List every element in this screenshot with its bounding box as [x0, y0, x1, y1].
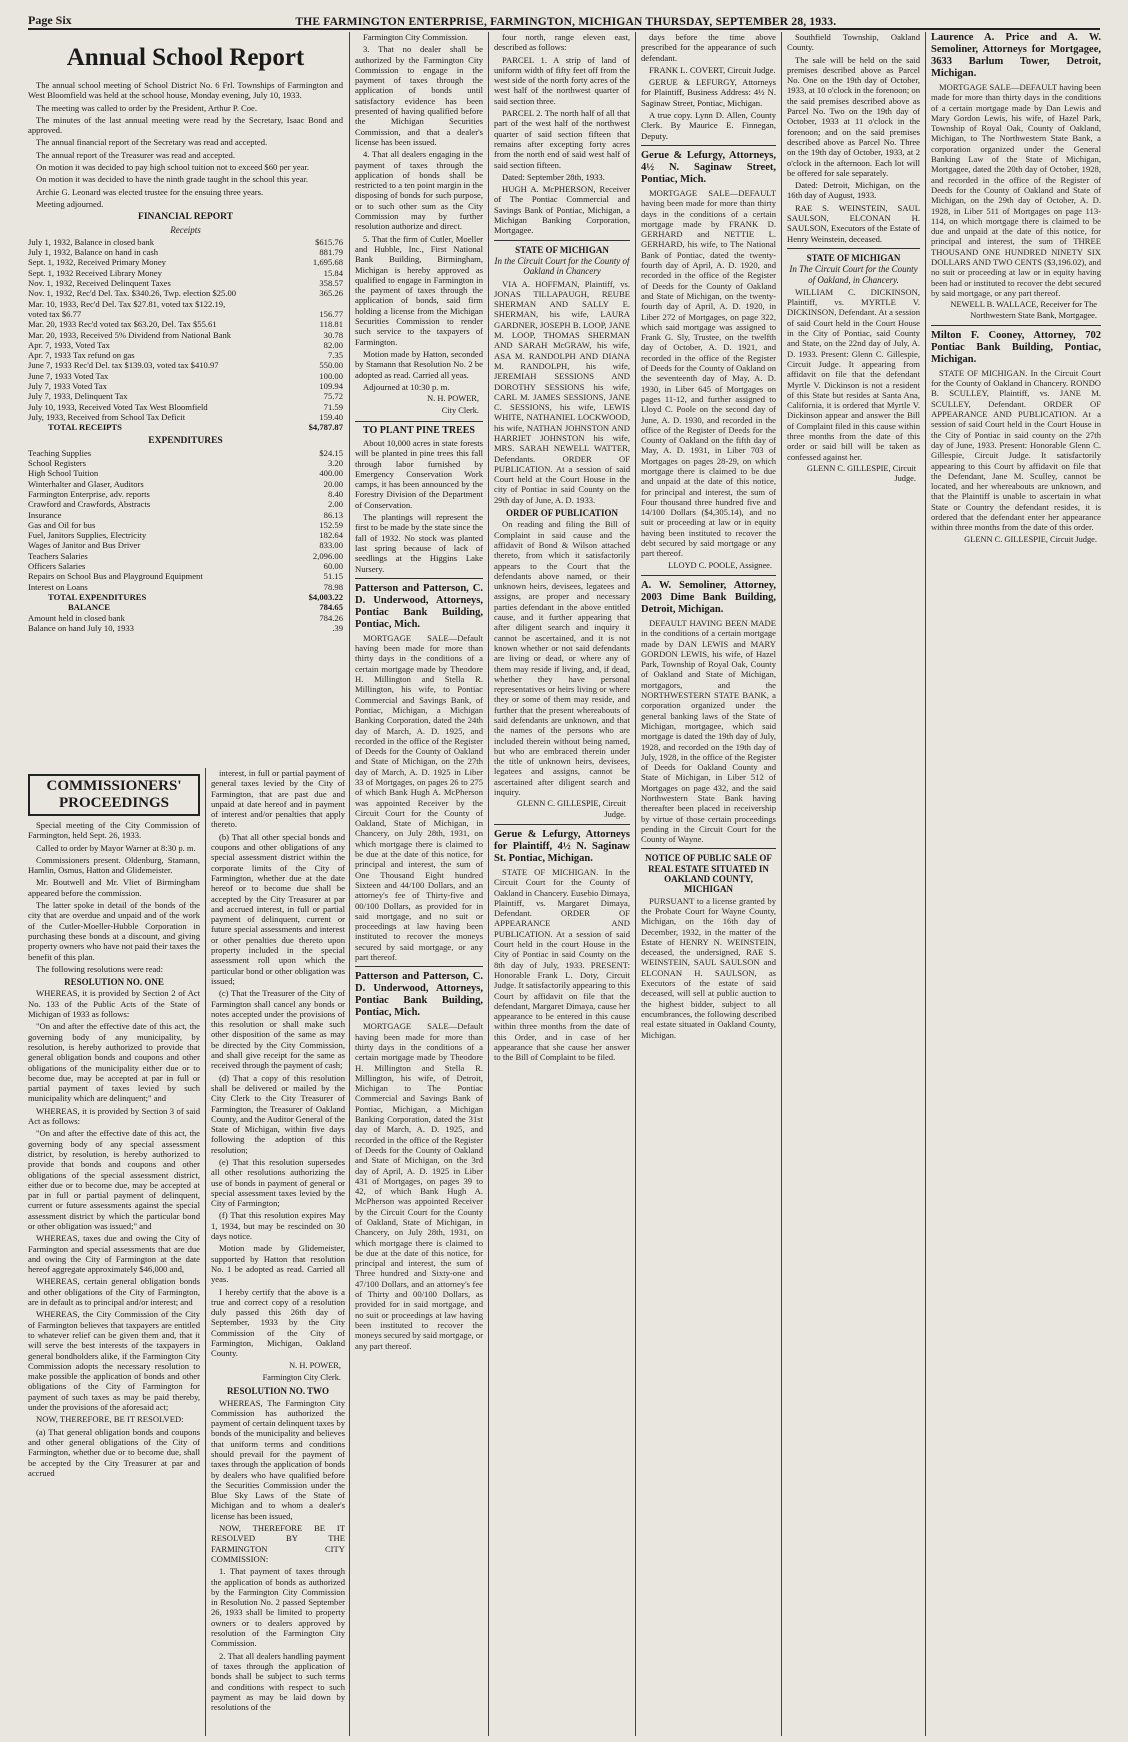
paragraph: PARCEL 2. The north half of all that part of the west half of the northwest quarter of said section fifteen that remains after excepting forty acres from the north end of said west half of said section fifteen. — [494, 108, 630, 170]
ledger-row — [28, 582, 343, 592]
ledger-row — [28, 489, 343, 499]
ledger-row — [28, 237, 343, 247]
legal-notice-heading: Gerue & Lefurgy, Attorneys, 4½ N. Saginaw Street, Pontiac, Mich. — [641, 149, 776, 185]
paragraph: 5. That the firm of Cutler, Moeller and Hubble, Inc., First National Bank Building, Birmingham, Michigan is hereby approved as qualified to engage in Farmington in the payment of taxes through the application of bonds, said firm holding a license from the Michigan Securities Commission to render such service to the taxpayers of Farmington. — [355, 233, 483, 347]
ledger-amount: 82.00 — [323, 339, 343, 350]
ledger-label: Nov. 1, 1932, Rec'd Del. Tax. $340.26, Twp. election $25.00 — [28, 288, 237, 299]
paragraph: The annual school meeting of School District No. 6 Frl. Townships of Farmington and West Bloomfield was held at the school house, Monday evening, July 10, 1933. — [28, 80, 343, 101]
paragraph: HUGH A. McPHERSON, Receiver of The Pontiac Commercial and Savings Bank of Pontiac, Michigan, a Michigan Banking Corporation, Mortgagee. — [494, 184, 630, 236]
paragraph: WHEREAS, taxes due and owing the City of Farmington and special assessments that are due and owing the City of Farmington at the date hereof aggregate approximately $46,000 and, — [28, 1233, 200, 1275]
ledger-label: Apr. 7, 1933, Voted Tax — [28, 339, 110, 350]
ledger-amount: .39 — [332, 622, 343, 633]
paragraph: FRANK L. COVERT, Circuit Judge. — [649, 64, 776, 75]
paragraph: 4. That all dealers engaging in the payment of taxes through the application of bonds shall be restricted to a ten point margin in the disposing of bonds for such purpose, or to such other sum as the City Commission may by further resolution authorize and direct. — [355, 149, 483, 232]
ledger-amount: 358.57 — [319, 278, 343, 289]
ledger-row — [28, 613, 343, 623]
ledger-label: July 7, 1933 Voted Tax — [28, 381, 107, 392]
ledger-label: Teachers Salaries — [28, 550, 88, 561]
judge-signature: GLENN C. GILLESPIE, Circuit Judge. — [964, 534, 1097, 544]
ledger-amount: 152.59 — [319, 519, 343, 530]
legal-notice-body: WILLIAM C. DICKINSON, Plaintiff, vs. MYRTLE V. DICKINSON, Defendant. At a session of said Court held in the Court House in the City of Pontiac, said County and State, on the 22nd day of July, A. D. 1933. Present: Glenn C. Gillespie, Circuit Judge. It appearing from affidavit on file that the defendant Myrtle V. Dickinson is not a resident of this State but resides at Santa Ana, California, it is ordered that Myrtle V. Dickinson appear and answer the Bill of Complaint filed in this cause within three months from the date of this order or said bill will be taken as confessed against her. — [787, 286, 920, 462]
legal-notice-heading: Patterson and Patterson, C. D. Underwood, Attorneys, Pontiac Bank Building, Pontiac, Mich. — [355, 971, 483, 1019]
ledger-label: Repairs on School Bus and Playground Equipment — [28, 571, 203, 582]
ledger-label: July 10, 1933, Received Voted Tax West Bloomfield — [28, 401, 208, 412]
ledger-amount: $615.76 — [315, 236, 343, 247]
receiver-signature: NEWELL B. WALLACE, Receiver for The Northwestern State Bank, Mortgagee. — [950, 300, 1097, 320]
paragraph: The minutes of the last annual meeting were read by the Secretary, Isaac Bond and approved. — [28, 114, 343, 136]
paragraph: (f) That this resolution expires May 1, 1934, but may be rescinded on 30 days notice. — [211, 1210, 345, 1242]
ledger-row — [28, 309, 343, 319]
paragraph: Motion made by Glidemeister, supported by Hatton that resolution No. 1 be adopted as read. Carried all yeas. — [211, 1243, 345, 1285]
ledger-amount: 86.13 — [323, 509, 343, 520]
legal-notice-heading: A. W. Semoliner, Attorney, 2003 Dime Bank Building, Detroit, Michigan. — [641, 579, 776, 615]
ledger-row — [28, 458, 343, 468]
ledger-row — [28, 468, 343, 478]
paragraph: WHEREAS, it is provided by Section 3 of said Act as follows: — [28, 1105, 200, 1127]
paragraph: Called to order by Mayor Warner at 8:30 p. m. — [36, 842, 196, 853]
ledger-row — [28, 623, 343, 633]
ledger-row — [28, 571, 343, 581]
paragraph: 1. That payment of taxes through the application of bonds as authorized by the Farmington City Commission in Resolution No. 2 passed September 26, 1933 shall be limited to property owners or to dealers approved by resolution of the Farmington City Commission. — [211, 1566, 345, 1649]
ledger-row — [28, 381, 343, 391]
resolution-two-title: RESOLUTION NO. TWO — [226, 1386, 330, 1397]
ledger-amount: 51.15 — [323, 571, 343, 582]
paragraph: WHEREAS, it is provided by Section 2 of Act No. 133 of the Public Acts of the State of Michigan of 1933 as follows: — [28, 988, 200, 1020]
legal-notice-body: STATE OF MICHIGAN. In the Circuit Court for the County of Oakland in Chancery. Eusebio Dimaya, Plaintiff, vs. Margaret Dimaya, Defendant. ORDER OF APPEARANCE AND PUBLICATION. At a session of said Court held in the court House in the City of Pontiac in said County on the 8th day of July, 1933. PRESENT: Honorable Frank L. Doty, Circuit Judge. It satisfactorily appearing to this Court by affidavit on file that the defendant, Margaret Dimaya, cause her appearance to be entered in this cause within three months from the date of this Order, and in case of her appearance that she cause her answer to the Bill of Complaint to be filed. — [494, 866, 630, 1063]
paragraph: (d) That a copy of this resolution shall be delivered or mailed by the City Clerk to the City Treasurer of Farmington, the Treasurer of Oakland County, and the Auditor General of the State of Michigan, within five days following the adoption of this resolution; — [211, 1072, 345, 1155]
paragraph: Commissioners present. Oldenburg, Stamann, Hamlin, Osmus, Hatton and Glidemeister. — [28, 854, 200, 876]
column-rule — [349, 32, 350, 1736]
ledger-amount: 71.59 — [323, 401, 343, 412]
newspaper-header: THE FARMINGTON ENTERPRISE, FARMINGTON, MICHIGAN THURSDAY, SEPTEMBER 28, 1933. — [295, 16, 837, 28]
paragraph: interest, in full or partial payment of general taxes levied by the City of Farmington, that are past due and unpaid at date hereof and in payment of interest and/or penalties that apply thereto. — [211, 768, 345, 830]
ledger-amount: 159.40 — [319, 411, 343, 422]
column-rule — [488, 32, 489, 1736]
ledger-row — [28, 268, 343, 278]
ledger-amount: 60.00 — [323, 561, 343, 572]
ledger-row — [28, 448, 343, 458]
paragraph: NOW, THEREFORE BE IT RESOLVED BY THE FARMINGTON CITY COMMISSION: — [211, 1523, 345, 1564]
resolution-continuation — [211, 768, 345, 1736]
total-expenditures-label: TOTAL EXPENDITURES — [48, 591, 147, 602]
closing-table — [28, 613, 343, 634]
ledger-row — [28, 520, 343, 530]
page-number: Page Six — [28, 13, 72, 27]
ledger-amount: 109.94 — [319, 381, 343, 392]
assignee-signature: LLOYD C. POOLE, Assignee. — [668, 560, 772, 570]
clerk-signature: N. H. POWER, — [289, 1360, 341, 1370]
total-expenditures-row — [28, 592, 343, 613]
order-publication-title: ORDER OF PUBLICATION — [505, 508, 618, 519]
paragraph: Farmington City Commission. — [363, 32, 468, 42]
ledger-label: Mar. 20, 1933, Received 5% Dividend from National Bank — [28, 329, 232, 340]
ledger-row — [28, 330, 343, 340]
column-legal-notices-3 — [787, 32, 920, 1736]
legal-notice-body: MORTGAGE SALE—Default having been made for more than thirty days in the conditions of a certain mortgage made by Theodore H. Millington and Stella R. Millington, his wife, to Pontiac Commercial and Savings Bank, of Pontiac, Michigan, a Michigan Banking Corporation, dated the 24th day of March, A. D. 1925, and recorded in the office of the Register of Deeds for the County of Oakland and State of Michigan, on the 27th day of March, A. D. 1925 in Liber 33 of Mortgages, on pages 26 to 275 of which Bank Hugh A. McPherson was appointed Receiver by the Circuit Court for the County of Oakland, State of Michigan, in Chancery, on July 28th, 1931, on which mortgage there is claimed to be due at the date of this notice, for principal and interest, the sum of One Thousand Eight hundred Sixteen and 44/100 Dollars, and an attorney's fee of Thirty-five and 00/100 Dollars, as provided for in said mortgage, and no suit or proceedings at law having been instituted to recover the moneys secured by said mortgage, or any part thereof. — [355, 632, 483, 963]
ledger-label: June 7, 1933 Rec'd Del. tax $139.03, voted tax $410.97 — [28, 360, 219, 371]
ledger-amount: 1,695.68 — [312, 257, 343, 268]
paragraph: The annual report of the Treasurer was read and accepted. — [36, 149, 236, 160]
ledger-row — [28, 257, 343, 267]
paragraph: The sale will be held on the said premises described above as Parcel No. One on the 19th day of October, 1933, at 10 o'clock in the forenoon; on the said premises described above as Parcel No. Two on the 19th day of October, 1933 at 11 o'clock in the forenoon; and on the said premises described above as Parcel No. Three on the 19th day of October, 1933, at 2 o'clock in the afternoon. Each lot will be offered for sale separately. — [787, 54, 920, 178]
paragraph: A true copy. Lynn D. Allen, County Clerk. By Maurice E. Finnegan, Deputy. — [641, 110, 776, 141]
ledger-amount: $24.15 — [319, 447, 343, 458]
column-commission-continued — [355, 32, 483, 1736]
ledger-amount: 550.00 — [319, 360, 343, 371]
ledger-label: Apr. 7, 1933 Tax refund on gas — [28, 350, 135, 361]
paragraph: About 10,000 acres in state forests will be planted in pine trees this fall through labor furnished by Emergency Conservation Work camps, it has been announced by the Forestry Division of the Department of Conservation. — [355, 437, 483, 510]
paragraph: 2. That all dealers handling payment of taxes through the application of bonds shall be subject to such terms and conditions with respect to such payment as may be laid down by resolutions of the — [211, 1650, 345, 1713]
column-legal-notices-1 — [494, 32, 630, 1736]
ledger-label: Winterhalter and Glaser, Auditors — [28, 478, 144, 489]
total-receipts-label: TOTAL RECEIPTS — [48, 422, 122, 433]
ledger-label: School Registers — [28, 458, 87, 469]
ledger-label: Sept. 1, 1932 Received Library Money — [28, 267, 162, 278]
ledger-amount: 365.26 — [319, 288, 343, 299]
balance-label: BALANCE — [68, 602, 111, 613]
paragraph: Dated: Detroit, Michigan, on the 16th day of August, 1933. — [787, 180, 920, 201]
resolution-one-continued — [211, 768, 345, 1359]
ledger-amount: 2.00 — [327, 499, 343, 510]
report-title: Annual School Report — [66, 44, 305, 71]
ledger-label: Fuel, Janitors Supplies, Electricity — [28, 530, 147, 541]
parcel-description — [494, 32, 630, 236]
column-rule — [781, 32, 782, 1736]
resolution-two-continued — [355, 32, 483, 392]
legal-notice-heading: Milton F. Cooney, Attorney, 702 Pontiac Bank Building, Pontiac, Michigan. — [931, 329, 1101, 365]
commissioners-title: COMMISSIONERS' — [46, 778, 182, 794]
paragraph: (b) That all other special bonds and coupons and other obligations of any special assessment district within the corporate limits of the City of Farmington, whether due at the date hereof or to become due shall be accepted by the City Treasurer at par and accrued interest, in full or partial payment of delinquent, current or future special assessments and interest or other penalties due thereto upon property included in the special assessment roll upon which the particular bond or other obligation was issued; — [211, 831, 345, 986]
ledger-amount: 182.64 — [319, 530, 343, 541]
ledger-row — [28, 340, 343, 350]
ledger-amount: 3.20 — [327, 458, 343, 469]
masthead — [28, 4, 1100, 30]
paragraph: Adjourned at 10:30 p. m. — [363, 381, 450, 392]
ledger-amount: 118.81 — [319, 319, 343, 330]
state-heading: STATE OF MICHIGAN — [806, 252, 901, 263]
column-rule — [205, 768, 206, 1736]
paragraph: GERUE & LEFURGY, Attorneys for Plaintiff, Business Address: 4½ N. Saginaw Street, Pontiac, Michigan. — [641, 77, 776, 108]
legal-notice-heading: Gerue & Lefurgy, Attorneys for Plaintiff, 4½ N. Saginaw St. Pontiac, Michigan. — [494, 828, 630, 864]
ledger-amount: 75.72 — [323, 391, 343, 402]
ledger-row — [28, 499, 343, 509]
paragraph: RAE S. WEINSTEIN, SAUL SAULSON, ELCONAN H. SAULSON, Executors of the Estate of Henry Weinstein, deceased. — [787, 202, 920, 244]
public-sale-heading: NOTICE OF PUBLIC SALE OF REAL ESTATE SITUATED IN OAKLAND COUNTY, MICHIGAN — [645, 853, 772, 895]
ledger-amount: 20.00 — [323, 478, 343, 489]
report-minutes — [28, 80, 343, 209]
paragraph: The meeting was called to order by the President, Arthur P. Coe. — [36, 102, 257, 113]
pine-trees-headline: TO PLANT PINE TREES — [363, 424, 475, 436]
ledger-row — [28, 299, 343, 309]
ledger-row — [28, 371, 343, 381]
ledger-label: Balance on hand July 10, 1933 — [28, 622, 134, 633]
ledger-row — [28, 530, 343, 540]
paragraph: WHEREAS, certain general obligation bonds and other obligations of the City of Farmington, are in default as to principal and/or interest; and — [28, 1276, 200, 1308]
chancery-subheading: In the Circuit Court for the County of Oakland in Chancery — [494, 255, 630, 277]
paragraph: Dated: September 28th, 1933. — [502, 171, 605, 182]
ledger-amount: 2,096.00 — [312, 550, 343, 561]
commissioners-proceedings — [28, 768, 200, 1736]
ledger-label: Officers Salaries — [28, 561, 86, 572]
clerk-title: Farmington City Clerk. — [262, 1372, 341, 1382]
chancery-heading: STATE OF MICHIGAN — [515, 244, 609, 255]
total-receipts-row — [28, 422, 343, 432]
ledger-amount: 881.79 — [319, 247, 343, 258]
chancery-body: VIA A. HOFFMAN, Plaintiff, vs. JONAS TILLAPAUGH, REUBE SHERMAN AND SALLY E. SHERMAN, his wife, LAURA GARDNER, JOSEPH B. LOOP, JANE M. LOOP, THOMAS SHERMAN AND SARAH McGRAW, his wife, ASA M. RANDOLPH AND DIANA M. RANDOLPH, his wife, JEREMIAH SESSIONS AND DOROTHY SESSIONS his wife, CARL M. JAMES SESSIONS, JANE C. SESSIONS, his wife, LEWIS WHITE, NATHANIEL LOCKWOOD, his wife, NATHAN JOHNSTON AND HARRIET JOHNSTON his wife, MRS. SARAH NEWELL WATTER, Defendants. ORDER OF PUBLICATION. At a session of said Court held at the Court House in the city of Pontiac in said County on the 29th day of June, A. D. 1933. — [494, 278, 630, 505]
ledger-amount: 400.00 — [319, 468, 343, 479]
ledger-label: July 1, 1932, Balance on hand in cash — [28, 247, 159, 258]
ledger-label: Insurance — [28, 509, 62, 520]
ledger-label: Mar. 10, 1933, Rec'd Del. Tax $27.81, voted tax $122.19, — [28, 298, 226, 309]
legal-notice-body: MORTGAGE SALE—DEFAULT having been made for more than thirty days in the conditions of a certain mortgage made by FRANK D. GERHARD and NETTIE L. GERHARD, his wife, to The National Bank of Pontiac, dated the twenty-fourth day of April, A. D. 1920, and recorded in the office of the Register of Deeds for the County of Oakland and State of Michigan, on the twenty-fourth day of April, A. D. 1920, in Liber 272 of Mortgages, on page 322, which said mortgage was assigned to Frank G. Sly, Trustee, on the twelfth day of October, A. D. 1921, and recorded in the office of the Register of Deeds for the County of Oakland on the seventeenth day of May, A. D. 1930, in Liber 645 of Mortgages on pages 11-12, and further assigned to Lloyd C. Poole on the second day of June, A. D. 1930, and recorded in the office of the Register of Deeds for the County of Oakland on the fifth day of May, A. D. 1931, in Liber 703 of Mortgages on pages 28-29, on which mortgage there is claimed to be due and unpaid at the date of this notice, for principal and interest, the sum of Four thousand three hundred five and 14/100 Dollars ($4,305.14), and no suit or proceeding at law or in equity having been instituted to recover the debt secured by said mortgage or any part thereof. — [641, 187, 776, 559]
paragraph: The following resolutions were read: — [36, 963, 163, 974]
judge-signature: GLENN C. GILLESPIE, Circuit Judge. — [516, 799, 626, 819]
total-expenditures-amount: $4,003.22 — [308, 591, 343, 602]
ledger-row — [28, 551, 343, 561]
proceedings-title: PROCEEDINGS — [58, 795, 170, 811]
total-receipts-amount: $4,787.87 — [308, 422, 343, 433]
ledger-amount: 833.00 — [319, 540, 343, 551]
paragraph: On motion it was decided to pay high school tuition not to exceed $60 per year. — [36, 162, 310, 173]
paragraph: I hereby certify that the above is a true and correct copy of a resolution duly passed this 26th day of September, 1933 by the City Commission of the City of Farmington, Michigan, Oakland County. — [211, 1286, 345, 1359]
paragraph: Meeting adjourned. — [36, 198, 104, 209]
paragraph: Motion made by Hatton, seconded by Stamann that Resolution No. 2 be adopted as read. Carried all yeas. — [355, 348, 483, 380]
appearance-notice-end — [641, 32, 776, 141]
paragraph: Mr. Boutwell and Mr. Vliet of Birmingham appeared before the commission. — [28, 877, 200, 898]
paragraph: PARCEL 1. A strip of land of uniform width of fifty feet off from the west side of the north forty acres of the west half of the northwest quarter of said section three. — [494, 54, 630, 106]
paragraph: Special meeting of the City Commission of Farmington, held Sept. 26, 1933. — [28, 820, 200, 841]
paragraph: The annual financial report of the Secretary was read and accepted. — [36, 137, 268, 148]
ledger-label: voted tax $6.77 — [28, 308, 82, 319]
ledger-label: Farmington Enterprise, adv. reports — [28, 488, 150, 499]
ledger-row — [28, 540, 343, 550]
ledger-row — [28, 412, 343, 422]
order-publication-body: On reading and filing the Bill of Complaint in said cause and the affidavit of Bond & Wilson attached thereto, from which it satisfactorily appears to the Court that the defendants above named, or their unknown heirs, devisees, legatees and assigns, are proper and necessary parties defendant in the above entitled cause, and it further appearing that after diligent search and inquiry it cannot be ascertained, and it is not known whether or not said defendants are living or dead, or where any of them may reside if living, and, if dead, whether they have personal representatives or heirs living or where they or some of them may reside, and further that the present whereabouts of said defendants are unknown, and that the names of the persons who are included therein without being named, but who are embraced therein under the title of unknown heirs, devisees, legatees and assigns, cannot be ascertained after diligent search and inquiry. — [494, 519, 630, 798]
ledger-amount: 100.00 — [319, 370, 343, 381]
ledger-row — [28, 278, 343, 288]
ledger-row — [28, 360, 343, 370]
legal-notice-body: STATE OF MICHIGAN. In the Circuit Court for the County of Oakland in Chancery. RONDO B. SCULLEY, Plaintiff, vs. JANE M. SCULLEY, Defendant. ORDER OF APPEARANCE AND PUBLICATION. At a session of said Court held in the Court House in the City of Pontiac in said county on the 27th day of June, 1933. Present: Honorable Glenn C. Gillespie, Circuit Judge. It satisfactorily appearing to this Court by affidavit on file that the Defendant, Jane M. Sculley, cannot be located, and her whereabouts are unknown, and that the Plaintiff is unable to ascertain in what State or Country the defendant resides, it is ordered that the defendant enter her appearance within three months from the date of this order. — [931, 367, 1101, 533]
paragraph: four north, range eleven east, described as follows: — [494, 32, 630, 53]
paragraph: The plantings will represent the first to be made by the state since the fall of 1932. No stock was planted last spring because of lack of seedlings at the Higgins Lake Nursery. — [355, 512, 483, 574]
ledger-amount: 30.78 — [323, 329, 343, 340]
ledger-label: July 1, 1932, Balance in closed bank — [28, 236, 155, 247]
school-report — [28, 36, 343, 762]
column-rule — [635, 32, 636, 1736]
ledger-label: Wages of Janitor and Bus Driver — [28, 540, 141, 551]
paragraph: (a) That general obligation bonds and coupons and other general obligations of the City of Farmington, whether due or to become due, shall be accepted by the City Treasurer at par and accrued — [28, 1426, 200, 1478]
balance-amount: 784.65 — [319, 602, 343, 613]
receipts-heading: Receipts — [170, 224, 201, 235]
legal-notice-heading: Patterson and Patterson, C. D. Underwood, Attorneys, Pontiac Bank Building, Pontiac, Mich. — [355, 582, 483, 630]
column-rule — [925, 32, 926, 1736]
paragraph: Archie G. Leonard was elected trustee for the ensuing three years. — [36, 186, 264, 197]
public-sale-body: PURSUANT to a license granted by the Probate Court for Wayne County, Michigan, on the 16th day of December, 1932, in the matter of the Estate of HENRY N. WEINSTEIN, deceased, the undersigned, RAE S. WEINSTEIN, SAUL SAULSON and ELCONAN H. SAULSON, as Executors of the estate of said deceased, will sell at public auction to the highest bidder, subject to all encumbrances, the following described real estate situated in Oakland County, Michigan. — [641, 895, 776, 1040]
ledger-label: Sept. 1, 1932, Received Primary Money — [28, 257, 166, 268]
ledger-amount: 7.35 — [327, 350, 343, 361]
ledger-label: Amount held in closed bank — [28, 612, 125, 623]
pine-trees-article — [355, 438, 483, 574]
ledger-amount: 784.26 — [319, 612, 343, 623]
legal-notice-body: DEFAULT HAVING BEEN MADE in the conditions of a certain mortgage made by DAN LEWIS and MARY GORDON LEWIS, his wife, of Hazel Park, Township of Royal Oak, County of Oakland and State of Michigan, mortgagors, and the NORTHWESTERN STATE BANK, a corporation organized under the general banking laws of the State of Michigan, mortgagee, which said mortgage is dated the 19th day of July, 1928, and recorded on the 19th day of July, 1928, in the office of the Register of Deeds for Oakland County and State of Michigan, in Liber 512 of Mortgages on page 432, and the said Northwestern State Bank having thereafter been placed in receivership by virtue of those certain proceedings pending in the Circuit Court for the County of Wayne. — [641, 617, 776, 845]
ledger-label: Mar. 20, 1933 Rec'd voted tax $63.20, Del. Tax $55.61 — [28, 319, 217, 330]
commissioners-title-box — [28, 774, 200, 816]
judge-signature: GLENN C. GILLESPIE, Circuit Judge. — [806, 463, 916, 484]
ledger-row — [28, 479, 343, 489]
ledger-label: Interest on Loans — [28, 581, 88, 592]
ledger-label: July, 1933, Received from School Tax Deficit — [28, 411, 186, 422]
financial-heading: FINANCIAL REPORT — [138, 212, 233, 223]
expenditures-table — [28, 448, 343, 592]
ledger-row — [28, 350, 343, 360]
paragraph: NOW, THEREFORE, BE IT RESOLVED: — [36, 1414, 184, 1425]
ledger-row — [28, 247, 343, 257]
ledger-row — [28, 288, 343, 298]
paragraph: On motion it was decided to have the ninth grade taught in the school this year. — [36, 174, 309, 185]
ledger-row — [28, 510, 343, 520]
paragraph: days before the time above prescribed for the appearance of such defendant. — [641, 32, 776, 63]
ledger-label: July 7, 1933, Delinquent Tax — [28, 391, 128, 402]
ledger-label: Crawford and Crawfords, Abstracts — [28, 499, 151, 510]
column-legal-notices-4 — [931, 32, 1101, 1736]
city-clerk-title: City Clerk. — [441, 406, 479, 416]
paragraph: Southfield Township, Oakland County. — [787, 32, 920, 53]
resolution-one-text — [28, 988, 200, 1478]
ledger-label: Teaching Supplies — [28, 447, 92, 458]
paragraph: (e) That this resolution supersedes all other resolutions authorizing the use of bonds in payment of general or special assessment taxes levied by the City of Farmington; — [211, 1156, 345, 1209]
ledger-label: June 7, 1933 Voted Tax — [28, 370, 109, 381]
ledger-label: High School Tuition — [28, 468, 99, 479]
commissioners-text — [28, 820, 200, 974]
public-sale-end — [787, 32, 920, 244]
ledger-label: Gas and Oil for bus — [28, 519, 96, 530]
receipts-table — [28, 237, 343, 422]
paragraph: The latter spoke in detail of the bonds of the city that are overdue and unpaid and of the work of the Cutler-Moeller-Hubble Corporation in purchasing these bonds at a discount, and giving property owners who have not paid their taxes the benefit of this plan. — [28, 900, 200, 962]
paragraph: 3. That no dealer shall be authorized by the Farmington City Commission to engage in the payment of taxes through the application of bonds until satisfactory evidence has been presented of having qualified before the Michigan Securities Commission, and that a dealer's license has been issued. — [355, 44, 483, 147]
paragraph: WHEREAS, The Farmington City Commission has authorized the payment of certain delinquent taxes by bonds of the municipality and believes that uniform terms and conditions should prevail for the payment of taxes through the application of bonds by dealers who have qualified before the Securities Commission under the Blue Sky Laws of the State of Michigan and to whom a dealer's license has been issued, — [211, 1397, 345, 1521]
ledger-amount: 78.98 — [323, 581, 343, 592]
resolution-two-text — [211, 1398, 345, 1713]
city-clerk-name: N. H. POWER, — [427, 394, 479, 404]
ledger-amount: 156.77 — [319, 308, 343, 319]
ledger-row — [28, 561, 343, 571]
legal-notice-heading: Laurence A. Price and A. W. Semoliner, Attorneys for Mortgagee, 3633 Barlum Tower, Detroit, Michigan. — [931, 32, 1101, 79]
paragraph: (c) That the Treasurer of the City of Farmington shall cancel any bonds or notes accepted under the provisions of this resolution or shall make such other disposition of the same as may be directed by the City Commission, and shall give receipt for the same as received through the payment of cash; — [211, 988, 345, 1071]
legal-notice-body: MORTGAGE SALE—DEFAULT having been made for more than thirty days in the conditions of a certain mortgage made by Dan Lewis and Mary Gordon Lewis, his wife, of Hazel Park, Township of Royal Oak, County of Oakland, Michigan, to The Northwestern State Bank, a corporation organized under the General Banking Law of the State of Michigan, Mortgagee, dated the 20th day of October, 1928, and recorded in the office of the Register of Deeds for the County of Oakland and State of Michigan, on the 29th day of October, A. D. 1928, in Liber 511 of Mortgages on page 113-114, on which mortgage there is claimed to be due and unpaid at the date of this notice, for principal and interest, the sum of THREE THOUSAND ONE HUNDRED NINETY SIX DOLLARS AND TWO CENTS ($3,196.02), and no suit or proceeding at law or in equity having been had or instituted to recover the debt secured by said mortgage, or any part thereof. — [931, 82, 1101, 298]
ledger-label: Nov. 1, 1932, Received Delinquent Taxes — [28, 278, 171, 289]
paragraph: "On and after the effective date of this act, the governing body of any municipality, by resolution, is hereby authorized to provide that general obligation bonds and coupons and other obligations of the municipality either due or to become due, may be accepted at par in full or partial payment of taxes levied by such municipality which are delinquent;" and — [28, 1021, 200, 1104]
ledger-amount — [279, 299, 343, 309]
ledger-row — [28, 391, 343, 401]
ledger-row — [28, 402, 343, 412]
ledger-row — [28, 319, 343, 329]
resolution-one-title: RESOLUTION NO. ONE — [64, 977, 164, 988]
legal-notice-body: MORTGAGE SALE—Default having been made for more than thirty days in the conditions of a certain mortgage made by Theodore H. Millington and Stella R. Millington, his wife, of Detroit, Michigan to The Pontiac Commercial and Savings Bank of Pontiac, Michigan, a Michigan Banking Corporation, dated the 31st day of March, A. D. 1925, and recorded in the office of the Register of Deeds for the County of Oakland and State of Michigan, on the 3rd day of April, A. D. 1925 in Liber 431 of Mortgages, on pages 39 to 42, of which Bank Hugh A. McPherson was appointed Receiver by the Circuit Court for the County of Oakland, State of Michigan, in Chancery, on July 28th, 1931, on which mortgage there is claimed to be due at the date of this notice, for principal and interest, the sum of Three hundred and Sixty-one and 47/100 Dollars, and an attorney's fee of Thirty and 00/100 Dollars, as provided for in said mortgage, and no suit or proceedings at law having been instituted to recover the moneys secured by said mortgage, or any part thereof. — [355, 1021, 483, 1351]
column-legal-notices-2 — [641, 32, 776, 1736]
expenditures-heading: EXPENDITURES — [148, 435, 223, 446]
paragraph: WHEREAS, the City Commission of the City of Farmington believes that taxpayers are entitled to whatever relief can be given them and, that it will serve the best interests of the taxpayers in general bondholders alike, if the Farmington City Commission adopts the necessary resolution to make possible the application of bonds and other obligations of the City of Farmington for payment of such taxes as may be paid thereby, under the provisions of the aforesaid act; — [28, 1309, 200, 1413]
court-subheading: In The Circuit Court for the County of Oakland, in Chancery. — [789, 264, 918, 285]
paragraph: "On and after the effective date of this act, the governing body of any special assessment district, by resolution, is hereby authorized to provide that bonds and coupons and other obligations of the special assessment district, either due or to become due, may be accepted at par in full or partial payment of delinquent, current or future assessments against the special assessment district by which the particular bond or other obligation was issued;" and — [28, 1128, 200, 1231]
ledger-amount: 8.40 — [327, 488, 343, 499]
ledger-amount: 15.84 — [323, 267, 343, 278]
